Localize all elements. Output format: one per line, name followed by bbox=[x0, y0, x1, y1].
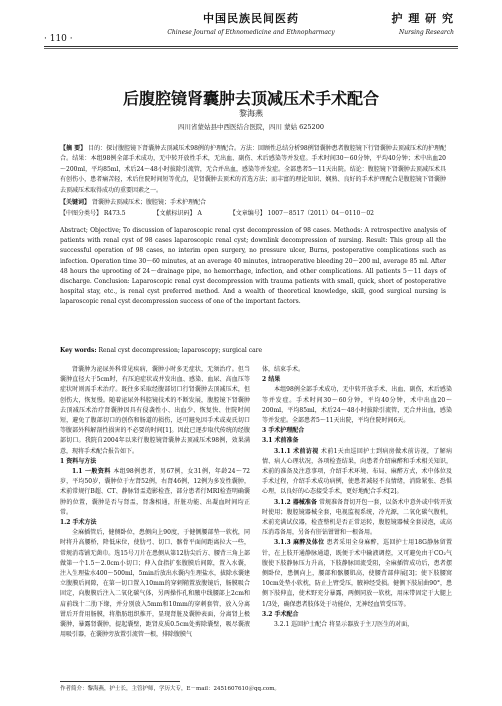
document-code: 【文献标识码】 A bbox=[153, 210, 202, 217]
section-heading: 3 手术护理配合 bbox=[262, 427, 305, 435]
keywords-cn-label: 【关键词】 bbox=[60, 199, 91, 206]
subsection-heading: 3.1.3 麻醉及体位 bbox=[274, 539, 325, 547]
subsection-paragraph: 3.2.1 巡回护士配合 将显示器放于主刀医生的对面， bbox=[274, 621, 414, 629]
running-header bbox=[0, 0, 502, 52]
section-heading: 2 结果 bbox=[262, 376, 281, 384]
paragraph-text: 本组98例患者，男67例，女31例，年龄24～72岁，平均50岁，囊肿位于左肾52例，右肾46例，12例为多发性囊肿，术前常规行B超、CT、静脉肾盂造影检查，部分患者行MRI检查明确囊肿的位置，囊肿是否与肾盂，肾盏相通，肝脏功能、出凝血时间均正常。 bbox=[60, 468, 250, 516]
keywords-en-text: Renal cyst decompression; laparoscopy; surgical care bbox=[98, 347, 263, 354]
classification-row bbox=[60, 208, 446, 217]
subsection-heading: 1.1 一般资料 bbox=[72, 468, 111, 476]
article-number: 【文章编号】 1007－8517（2011）04－0110－02 bbox=[229, 210, 374, 217]
abstract-en: Abstract; Objective; To discussion of laparoscopic renal cyst decompression of 98 cases. Methods: A retrospective analysis of patients with renal cyst of 98 cases laparoscopic renal cyst; downlink decompression of nursing. Result: This group all the successful operation of 98 cases, no interim open surgery, no pressure ulcer, Burns, postoperative complications such as infection. Operation time 30～60 minutes, at an average 40 minutes, intraoperative bleeding 20～200 ml, average 85 ml. After 48 hours the uprooting of 24～drainage pipe, no hemorrhage, infection, and other complications. All patients 5～11 days of discharge. Conclusion: Laparoscopic renal cyst decompression with trauma patients with small, quick, short of postoperative hospital stay, etc., is renal cyst preferred method. And a wealth of theoretical knowledge, skill, good surgical nursing is laparoscopic renal cyst decompression success of one of the important factors. bbox=[60, 227, 446, 306]
subsection-heading: 3.1 术前准备 bbox=[262, 437, 299, 445]
keywords-en-label: Key words: bbox=[60, 347, 97, 354]
abstract-cn bbox=[60, 144, 446, 196]
author-footnote: 作者简介：黎海燕，护士长，主管护师，学历大专，E－mail：2451607610＠qq.com。 bbox=[60, 686, 280, 692]
paragraph-text: 常规准备肾切开包一套，以备术中意外或中转开放时使用；腹腔镜器械全套，电视监视系统，冷光源，二氧化碳气腹机，术前充满试仪器，检查整机是否正常运转，腹腔镜器械全套浸泡，或高压消毒备用，另备有肝钻钳钳和一根备用。 bbox=[262, 498, 452, 537]
body-column-left bbox=[60, 365, 250, 640]
abstract-cn-label: 【摘 要】 bbox=[60, 145, 87, 152]
subsection-heading: 3.1.1 术前访视 bbox=[274, 447, 319, 455]
subsection-paragraph bbox=[60, 467, 250, 518]
section-name-cn: 护 理 研 究 bbox=[391, 12, 454, 25]
header-rule bbox=[44, 46, 458, 47]
keywords-en bbox=[60, 347, 446, 354]
header-rule-thin bbox=[44, 48, 458, 49]
keywords-cn-text: 肾囊肿去顶减压术；腹腔镜；手术护理配合 bbox=[91, 199, 206, 206]
body-column-right bbox=[262, 365, 452, 630]
paragraph-text: 术前1天由巡回护士到病房做术前访视，了解病情、病人心理状况，各项检查结果，向患者介绍麻醉和手术相关知识，术前的准备及注意事项，介绍手术环境、布局、麻醉方式，术中体位及手术过程，介绍手术成功病例，使患者减轻不良情绪，消除紧张、恐惧心理，以良好的心态接受手术，更好地配合手术[2]。 bbox=[262, 447, 452, 496]
continued-paragraph: 体，结束手术。 bbox=[262, 366, 305, 373]
method-paragraph: 全麻插管后，健侧卧位，患侧向上90度，于健侧腰部垫一软枕，同时将升高腰桥，降低床位，使肋弓、切口、髂骨平面间距离拉大一些，常规消毒铺无菌巾。选15号刀片在患侧从第12肋尖后方、腰背三角上部做第一个1.5～2.0cm小切口；伸入食指扩张腹膜后间隙，置入水囊，注入生理盐水400～500ml，5min后放出水囊内生理盐水，拔除水囊建立腹膜后间隙，在第一切口置入10mm的穿刺鞘置放腹镜后，肠膜吸合固定，向腹膜后注入二氧化碳气体，另两操作孔和腋中线腰部上2cm和肩前线十二肋下缘，并分别放入5mm和10mm的穿刺套管，放入分离钳后开背用肠膜，将脂肪组织推开，显现肾脏及囊肿表面，分离肾上极囊肿，暴露肾囊肿，提起囊壁，距肾皮质0.5cm处剪除囊壁，吸尽囊液用吸引器，在囊肿旁放置引流管一根，排除腹膜气 bbox=[60, 529, 250, 639]
subsection-paragraph bbox=[262, 538, 452, 609]
results-paragraph: 本组98例全部手术成功，无中转开放手术、出血、副伤，术后感染等并发症。手术时间30～60分钟，平均40分钟，术中出血20～200ml，平均85ml，术后24～48小时拔除引流管，无合并出血，感染等并发症。全部患者5～11天出院，平均住院时间6天。 bbox=[262, 386, 452, 425]
section-heading: 1 资料与方法 bbox=[60, 457, 97, 465]
intro-paragraph: 肾囊肿为泌尿外科常见疾病，囊肿小时多无症状，无须治疗。但当囊肿直径大于5cm时，有压迫症状或并发出血、感染、血尿、高血压等症状时则需手术治疗。既往多采取经腹部切口行肾囊肿去顶减压术，但创伤大，恢复慢。随着泌尿外科腔镜技术的不断发展，腹腔镜下肾囊肿去顶减压术治疗肾囊肿因具有侵袭性小、出血少、恢复快、住院时间短，避免了腹部切口的创伤和肠道的损伤，还可避免因手术或麦氏切口等腹部外科解剖性损害的不必要的时间[1]。因此已逐步取代传统的经腹部切口。我院自2004年以来行腹腔镜肾囊肿去顶减压术98例，效果满意，现将手术配合报告如下。 bbox=[60, 366, 250, 455]
article-title: 后腹腔镜肾囊肿去顶减压术手术配合 bbox=[122, 89, 379, 108]
page-number: · 110 · bbox=[44, 34, 73, 44]
author-affiliation: 四川省蒙姑县中西医结合医院，四川 蒙姑 625200 bbox=[178, 123, 324, 131]
subsection-heading: 3.2 手术配合 bbox=[262, 610, 299, 618]
footnote-rule bbox=[60, 681, 180, 682]
journal-name-en: Chinese Journal of Ethnomedicine and Ethnopharmacy bbox=[167, 29, 335, 36]
clc-number: 【中图分类号】 R473.5 bbox=[60, 210, 126, 217]
paragraph-text: 患者采用全身麻醉，巡回护士用18G静脉留置针，在上肢开通静脉通道，既便于术中输液调控，又可避免由于CO₂气腹使下肢静脉压力升高，下肢静脉回流受阻，全麻插管成功后，患者摆侧卧位，患侧向上，腰部和髂腰肌高，使腰背部伸展[3]；使下肢腰窝10cm处垫小软枕，防止上臂受压，腋神经受损。健侧下肢屈曲90°，患侧下肢伸直，使术野充分暴露，两侧同放一软枕，用床带固定于大腿上1/3处，确保患者肢体处于功能位，无神经血管受压等。 bbox=[262, 539, 452, 608]
subsection-heading: 1.2 手术方法 bbox=[60, 519, 97, 527]
section-name-en: Nursing Research bbox=[399, 29, 454, 36]
section-name bbox=[392, 10, 455, 36]
subsection-heading: 3.1.2 器械准备 bbox=[274, 498, 318, 506]
article-author: 黎海燕 bbox=[239, 109, 263, 118]
keywords-cn bbox=[60, 197, 446, 206]
subsection-paragraph bbox=[262, 447, 452, 498]
abstract-cn-text: 目的：探讨腹腔镜下肾囊肿去顶减压术98例的护理配合。方法：回顾性总结分析98例肾囊肿患者腹腔镜下行肾囊肿去顶减压术的护理配合。结果：本组98例全部手术成功，无中转开放性手术，无出血、副伤、术后感染等并发症。手术时间30～60分钟，平均40分钟；术中出血20～200ml，平均85ml，术后24～48小时拔除引流管，无合并出血，感染等并发症。全部患者5～11天出院。结论：腹腔镜下肾囊肿去顶减压术具有创伤小，患者痛苦轻，术后住院时间短等优点，是肾囊肿去顶术的首选方法；而丰富的理论知识、娴熟、良好的手术护理配合是腹腔镜下肾囊肿去顶减压术取得成功的重要因素之一。 bbox=[60, 145, 446, 194]
journal-name-cn: 中国民族民间医药 bbox=[203, 12, 299, 25]
subsection-paragraph bbox=[262, 498, 452, 539]
